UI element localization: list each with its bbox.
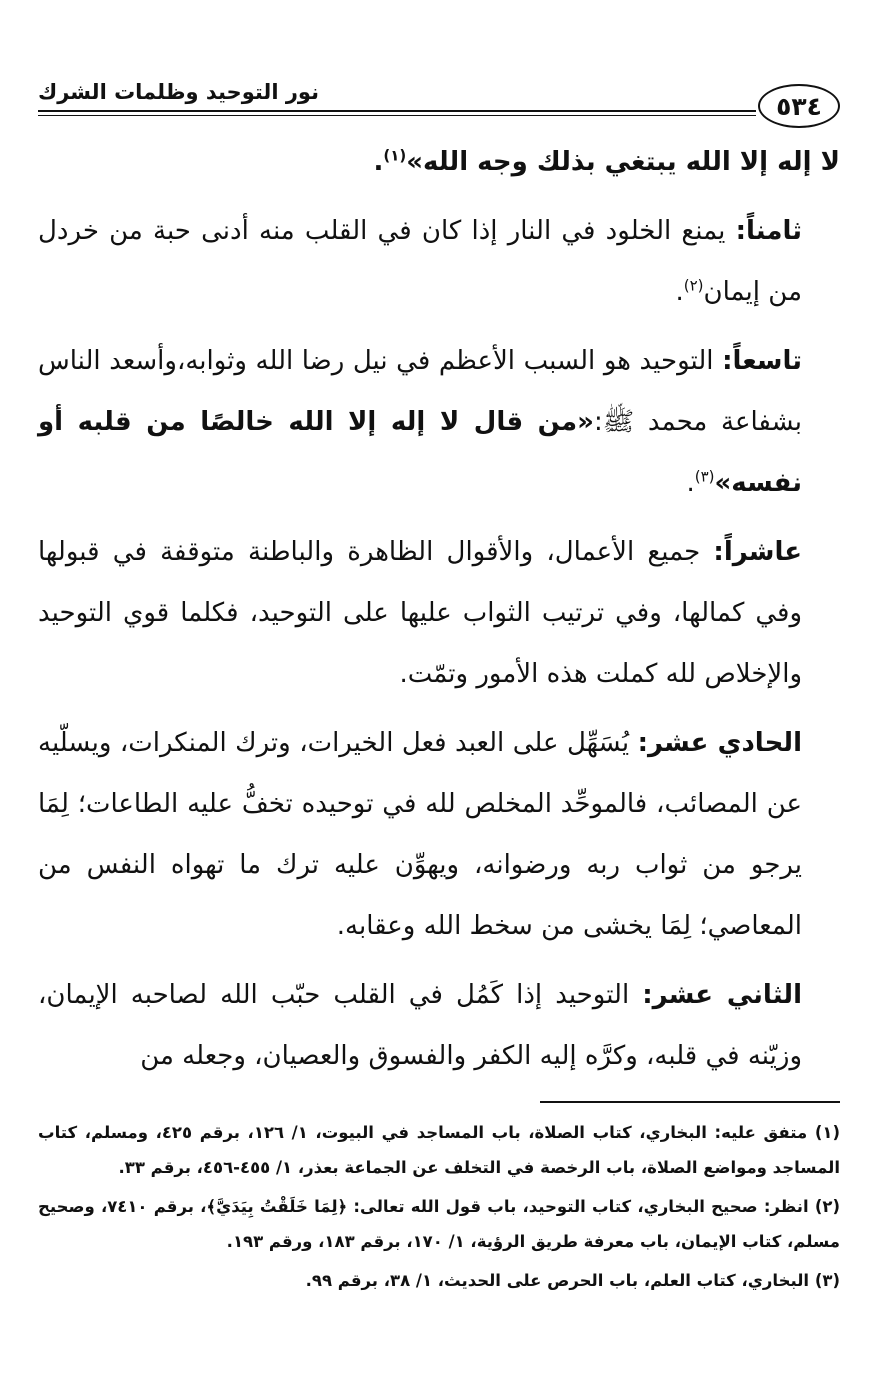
paragraph-10 [38,522,840,705]
page-header [38,70,840,140]
paragraph-12-lead: الثاني عشر: [642,980,802,1010]
footnotes [38,1115,840,1298]
header-rule [38,110,756,116]
footnote-1-line-3: برقم ٣٣. [118,1158,191,1177]
paragraph-8-lead: ثامناً: [735,216,802,246]
paragraph-0: لا إله إلا الله يبتغي بذلك وجه الله»$^{(١)}$. [373,146,840,177]
paragraph-12 [38,965,840,1087]
paragraph-11-lead: الحادي عشر: [637,728,802,758]
paragraph-8-text: يمنع الخلود في النار إذا كان في القلب منه أدنى حبة من خردل من إيمان [38,216,802,307]
paragraph-12-text: التوحيد إذا كَمُل في القلب حبّب الله لصاحبه الإيمان، وزيّنه في قلبه، وكرَّه إليه الكفر والفسوق والعصيان، وجعله من [38,980,802,1071]
footnote-separator [540,1101,840,1103]
footnote-2 [38,1189,840,1259]
paragraph-9: تاسعاً: التوحيد هو السبب الأعظم في نيل رضا الله وثوابه،وأسعد الناس بشفاعة محمد ﷺ:«من قال لا إله إلا الله خالصًا من قلبه أو نفسه»$^{(٣)}$. [38,346,803,498]
footnote-2-line-2: وصحيح مسلم، كتاب الإيمان، باب معرفة طريق الرؤية، ١/ ١٧٠، برقم ١٨٣، ورقم ١٩٣. [38,1197,840,1251]
main-text [38,132,840,1087]
book-page [38,70,840,1392]
footnote-1-line-1: (١) متفق عليه: البخاري، كتاب الصلاة، باب المساجد في البيوت، ١/ ١٢٦، برقم ٤٢٥، ومسلم، [84,1123,840,1142]
running-title: نور التوحيد وظلمات الشرك [38,80,319,104]
footnote-1 [38,1115,840,1185]
paragraph-10-lead: عاشراً: [713,537,802,567]
footnote-ref-2[interactable]: (٢) [683,276,704,295]
page-number: ٥٣٤ [758,84,840,128]
footnote-3-line-1: (٣) البخاري، كتاب العلم، باب الحرص على الحديث، ١/ ٣٨، برقم ٩٩. [305,1271,840,1290]
paragraph-10-text: جميع الأعمال، والأقوال الظاهرة والباطنة متوقفة في قبولها وفي كمالها، وفي ترتيب الثواب عليها على التوحيد، فكلما قوي التوحيد والإخلاص لله كملت هذه الأمور وتمّت. [38,537,802,689]
paragraph-11 [38,713,840,957]
footnote-ref-3[interactable]: (٣) [694,467,715,486]
paragraph-0-text: لا إله إلا الله يبتغي بذلك وجه الله» [406,147,840,177]
paragraph-9-lead: تاسعاً: [722,346,802,376]
hadith-quote: «من قال لا إله إلا الله خالصًا من قلبه أو نفسه» [38,407,802,498]
paragraph-9-text: التوحيد هو السبب الأعظم في نيل رضا الله وثوابه،وأسعد الناس بشفاعة محمد ﷺ: [38,346,803,437]
paragraph-11-text: يُسَهِّل على العبد فعل الخيرات، وترك المنكرات، ويسلّيه عن المصائب، فالموحِّد المخلص لله في توحيده تخفُّ عليه الطاعات؛ لِمَا يرجو من ثواب ربه ورضوانه، ويهوِّن عليه ترك ما تهواه النفس من المعاصي؛ لِمَا يخشى من سخط الله وعقابه. [38,728,802,941]
paragraph-8: ثامناً: يمنع الخلود في النار إذا كان في القلب منه أدنى حبة من خردل من إيمان$^{(٢)}$. [38,216,802,307]
footnote-2-line-1: (٢) انظر: صحيح البخاري، كتاب التوحيد، باب قول الله تعالى: ﴿لِمَا خَلَقْتُ بِيَدَيَّ﴾، برقم ٧٤١٠، [100,1197,840,1216]
footnote-3 [38,1263,840,1298]
footnote-1-line-2: كتاب المساجد ومواضع الصلاة، باب الرخصة في التخلف عن الجماعة بعذر، ١/ ٤٥٥-٤٥٦، [38,1123,840,1177]
footnote-ref-1[interactable]: (١) [383,146,407,165]
